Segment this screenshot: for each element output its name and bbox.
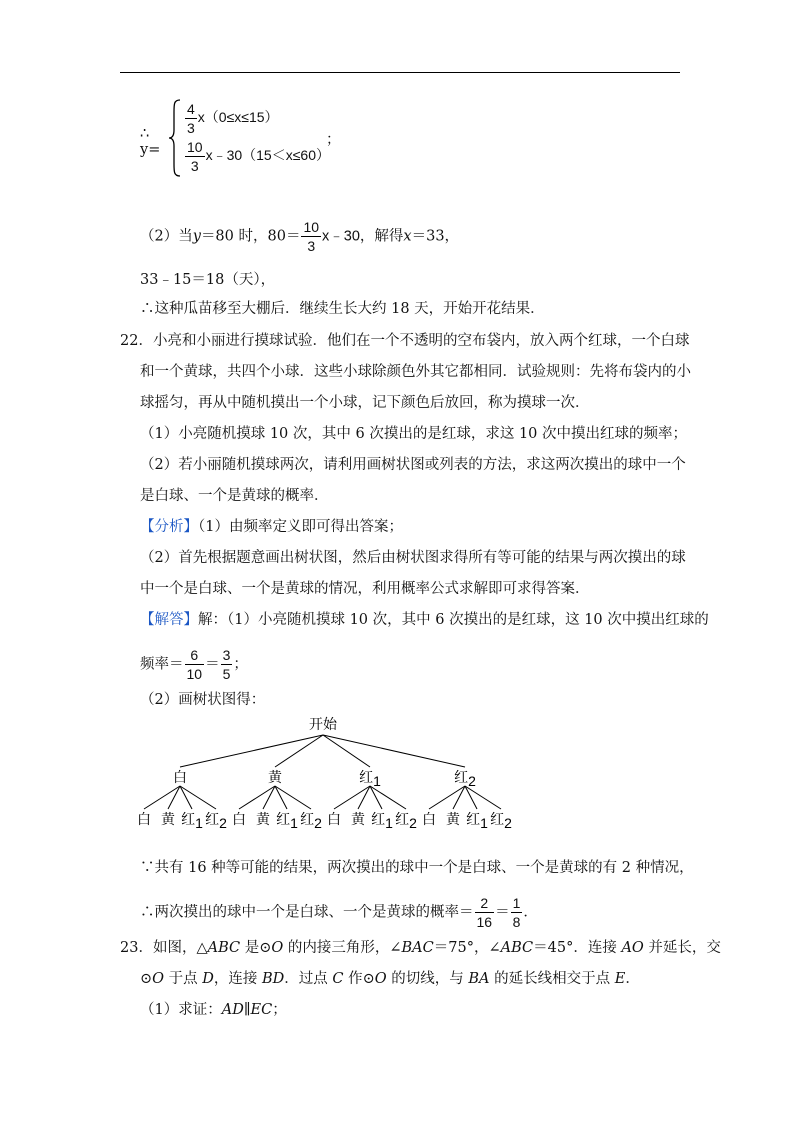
tree-level2-label: 白 — [422, 811, 436, 827]
fraction — [475, 894, 495, 931]
tree-level2-label: 红1 — [181, 811, 203, 831]
tree-branch — [334, 786, 370, 809]
tree-level2-label: 白 — [137, 811, 151, 827]
tree-level2-label: 红2 — [300, 811, 322, 831]
denominator: 16 — [476, 914, 493, 930]
row-2-tail: x﹣30（15＜x≤60） — [205, 147, 330, 164]
text: ＝ — [495, 904, 510, 921]
text: ； — [233, 656, 248, 673]
fraction — [511, 894, 523, 931]
tree-level2-label: 黄 — [256, 811, 270, 827]
text: ∴两次摸出的球中一个是白球、一个是黄球的概率＝ — [140, 904, 474, 921]
tree-level2-label: 黄 — [161, 811, 175, 827]
text: 的延长线相交于点 — [489, 971, 615, 987]
text: ＝80 时，80＝ — [200, 228, 301, 245]
denominator: 10 — [186, 666, 203, 682]
var-x: x — [403, 228, 412, 245]
line-days: 33﹣15＝18（天）， — [140, 272, 276, 288]
fraction — [185, 646, 205, 683]
text: （1）由频率定义即可得出答案； — [198, 519, 403, 535]
subscript: 2 — [468, 773, 476, 789]
tree-diagram — [130, 712, 530, 837]
math: D — [202, 971, 214, 987]
tree-level2-label: 红1 — [276, 811, 298, 831]
q23-line-1 — [120, 938, 721, 958]
tree-branch — [144, 786, 180, 809]
line-conclusion: ∴这种瓜苗移至大棚后．继续生长大约 18 天，开始开花结果． — [140, 301, 545, 317]
analysis-line-2: （2）首先根据题意画出树状图，然后由树状图求得所有等可能的结果与两次摸出的球 — [140, 550, 686, 566]
tree-level2-label: 红2 — [490, 811, 512, 831]
text: 于点 — [164, 971, 203, 987]
text: x﹣30，解得 — [322, 228, 404, 245]
tree-branch — [239, 786, 275, 809]
q22-line-2: 和一个黄球，共四个小球．这些小球除颜色外其它都相同．试验规则：先将布袋内的小 — [140, 364, 691, 380]
tree-level2-label: 白 — [232, 811, 246, 827]
denominator: 5 — [222, 666, 231, 682]
fraction — [221, 646, 233, 683]
tree-level2-label: 黄 — [351, 811, 365, 827]
tree-branch — [275, 786, 311, 809]
math: BA — [468, 971, 490, 987]
text: ． — [523, 904, 538, 921]
math: ABC — [500, 940, 534, 956]
math: O — [374, 971, 387, 987]
math: O — [152, 971, 165, 987]
math: BD — [262, 971, 285, 987]
numerator: 1 — [512, 895, 521, 911]
fraction — [185, 100, 197, 137]
subscript: 1 — [480, 815, 488, 831]
tree-level1-label: 红1 — [359, 769, 381, 789]
subscript: 1 — [195, 815, 203, 831]
tree-labels — [137, 716, 512, 831]
denominator: 3 — [187, 120, 195, 136]
tree-branch — [180, 786, 216, 809]
text: 并延长，交 — [643, 940, 721, 956]
part-2-line — [140, 218, 459, 255]
piecewise-row-2 — [184, 138, 330, 175]
tree-branch — [275, 735, 323, 767]
tree-level2-label: 红1 — [371, 811, 393, 831]
result-line-2 — [140, 894, 538, 931]
denominator: 3 — [307, 238, 316, 254]
analysis-line-3: 中一个是白球、一个是黄球的情况，利用概率公式求解即可求得答案． — [140, 581, 590, 597]
text: 频率＝ — [140, 656, 184, 673]
var-y: y — [192, 228, 201, 245]
text: （2）当 — [140, 228, 193, 245]
subscript: 1 — [385, 815, 393, 831]
q22-line-3: 球摇匀，再从中随机摸出一个小球，记下颜色后放回，称为摸球一次． — [140, 395, 590, 411]
tree-level2-label: 红1 — [466, 811, 488, 831]
piecewise-lhs: ∴ y= — [140, 126, 161, 158]
text: ＝33， — [411, 228, 460, 245]
tree-branch — [429, 786, 465, 809]
subscript: 2 — [504, 815, 512, 831]
fraction — [185, 138, 205, 175]
math: C — [332, 971, 344, 987]
q22-line-6: 是白球、一个是黄球的概率． — [140, 488, 329, 504]
q22-line-5: （2）若小丽随机摸球两次，请利用画树状图或列表的方法，求这两次摸出的球中一个 — [140, 457, 686, 473]
numerator: 6 — [185, 646, 205, 665]
tree-level2-label: 白 — [327, 811, 341, 827]
left-brace — [168, 98, 182, 178]
piecewise-semicolon: ； — [326, 132, 341, 148]
text: 23．如图，△ — [120, 940, 208, 956]
math: AD∥EC — [221, 1002, 273, 1018]
tree-level2-label: 红2 — [395, 811, 417, 831]
tree-lines — [144, 735, 501, 809]
text: ，连接 — [213, 971, 263, 987]
tree-level2-label: 红2 — [205, 811, 227, 831]
text: 是⊙ — [240, 940, 272, 956]
answer-tag: 【解答】 — [140, 612, 198, 628]
tree-branch — [370, 786, 406, 809]
denominator: 8 — [512, 914, 521, 930]
text: （1）求证： — [140, 1002, 222, 1018]
analysis-tag: 【分析】 — [140, 519, 198, 535]
tree-branch — [180, 735, 323, 767]
q23-line-2 — [140, 969, 640, 989]
numerator: 2 — [475, 894, 495, 913]
row-1-tail: x（0≤x≤15） — [197, 109, 279, 126]
subscript: 2 — [314, 815, 322, 831]
text: ． — [625, 971, 640, 987]
numerator: 10 — [187, 139, 203, 155]
tree-level2-label: 黄 — [446, 811, 460, 827]
math: E — [614, 971, 626, 987]
frequency-line — [140, 646, 248, 683]
math: O — [271, 940, 284, 956]
math: AO — [621, 940, 644, 956]
subscript: 2 — [219, 815, 227, 831]
subscript: 2 — [409, 815, 417, 831]
header-rule — [120, 72, 680, 73]
numerator: 3 — [222, 647, 231, 663]
text: 的切线，与 — [386, 971, 469, 987]
answer-line-1 — [140, 610, 709, 630]
subscript: 1 — [290, 815, 298, 831]
q23-line-3 — [140, 1000, 287, 1020]
tree-level1-label: 黄 — [268, 769, 282, 785]
text: ＝45°．连接 — [533, 940, 622, 956]
fraction — [301, 218, 321, 255]
tree-root-label: 开始 — [309, 716, 337, 732]
tree-branch — [323, 735, 465, 767]
tree-branch — [465, 786, 501, 809]
math: BAC — [401, 940, 434, 956]
text: ＝75°，∠ — [433, 940, 501, 956]
q22-line-4: （1）小亮随机摸球 10 次，其中 6 次摸出的是红球，求这 10 次中摸出红球的频率； — [140, 426, 688, 442]
text: 解：（1）小亮随机摸球 10 次，其中 6 次摸出的是红球，这 10 次中摸出红球的 — [198, 612, 709, 628]
text: ．过点 — [284, 971, 333, 987]
text: 作⊙ — [343, 971, 375, 987]
analysis-line-1 — [140, 517, 403, 537]
tree-level1-label: 白 — [173, 769, 187, 785]
text: 的内接三角形，∠ — [283, 940, 402, 956]
text: ⊙ — [140, 971, 153, 987]
numerator: 4 — [187, 101, 195, 117]
tree-level1-label: 红2 — [454, 769, 476, 789]
text: ； — [272, 1002, 287, 1018]
numerator: 10 — [303, 219, 320, 235]
denominator: 3 — [190, 158, 199, 174]
piecewise-row-1 — [184, 100, 279, 137]
math: ABC — [207, 940, 241, 956]
result-line-1: ∵共有 16 种等可能的结果，两次摸出的球中一个是白球、一个是黄球的有 2 种情况， — [140, 860, 694, 876]
text: ＝ — [205, 656, 220, 673]
q22-line-1: 22．小亮和小丽进行摸球试验．他们在一个不透明的空布袋内，放入两个红球，一个白球 — [120, 333, 690, 349]
subscript: 1 — [373, 773, 381, 789]
tree-intro: （2）画树状图得： — [140, 692, 266, 708]
